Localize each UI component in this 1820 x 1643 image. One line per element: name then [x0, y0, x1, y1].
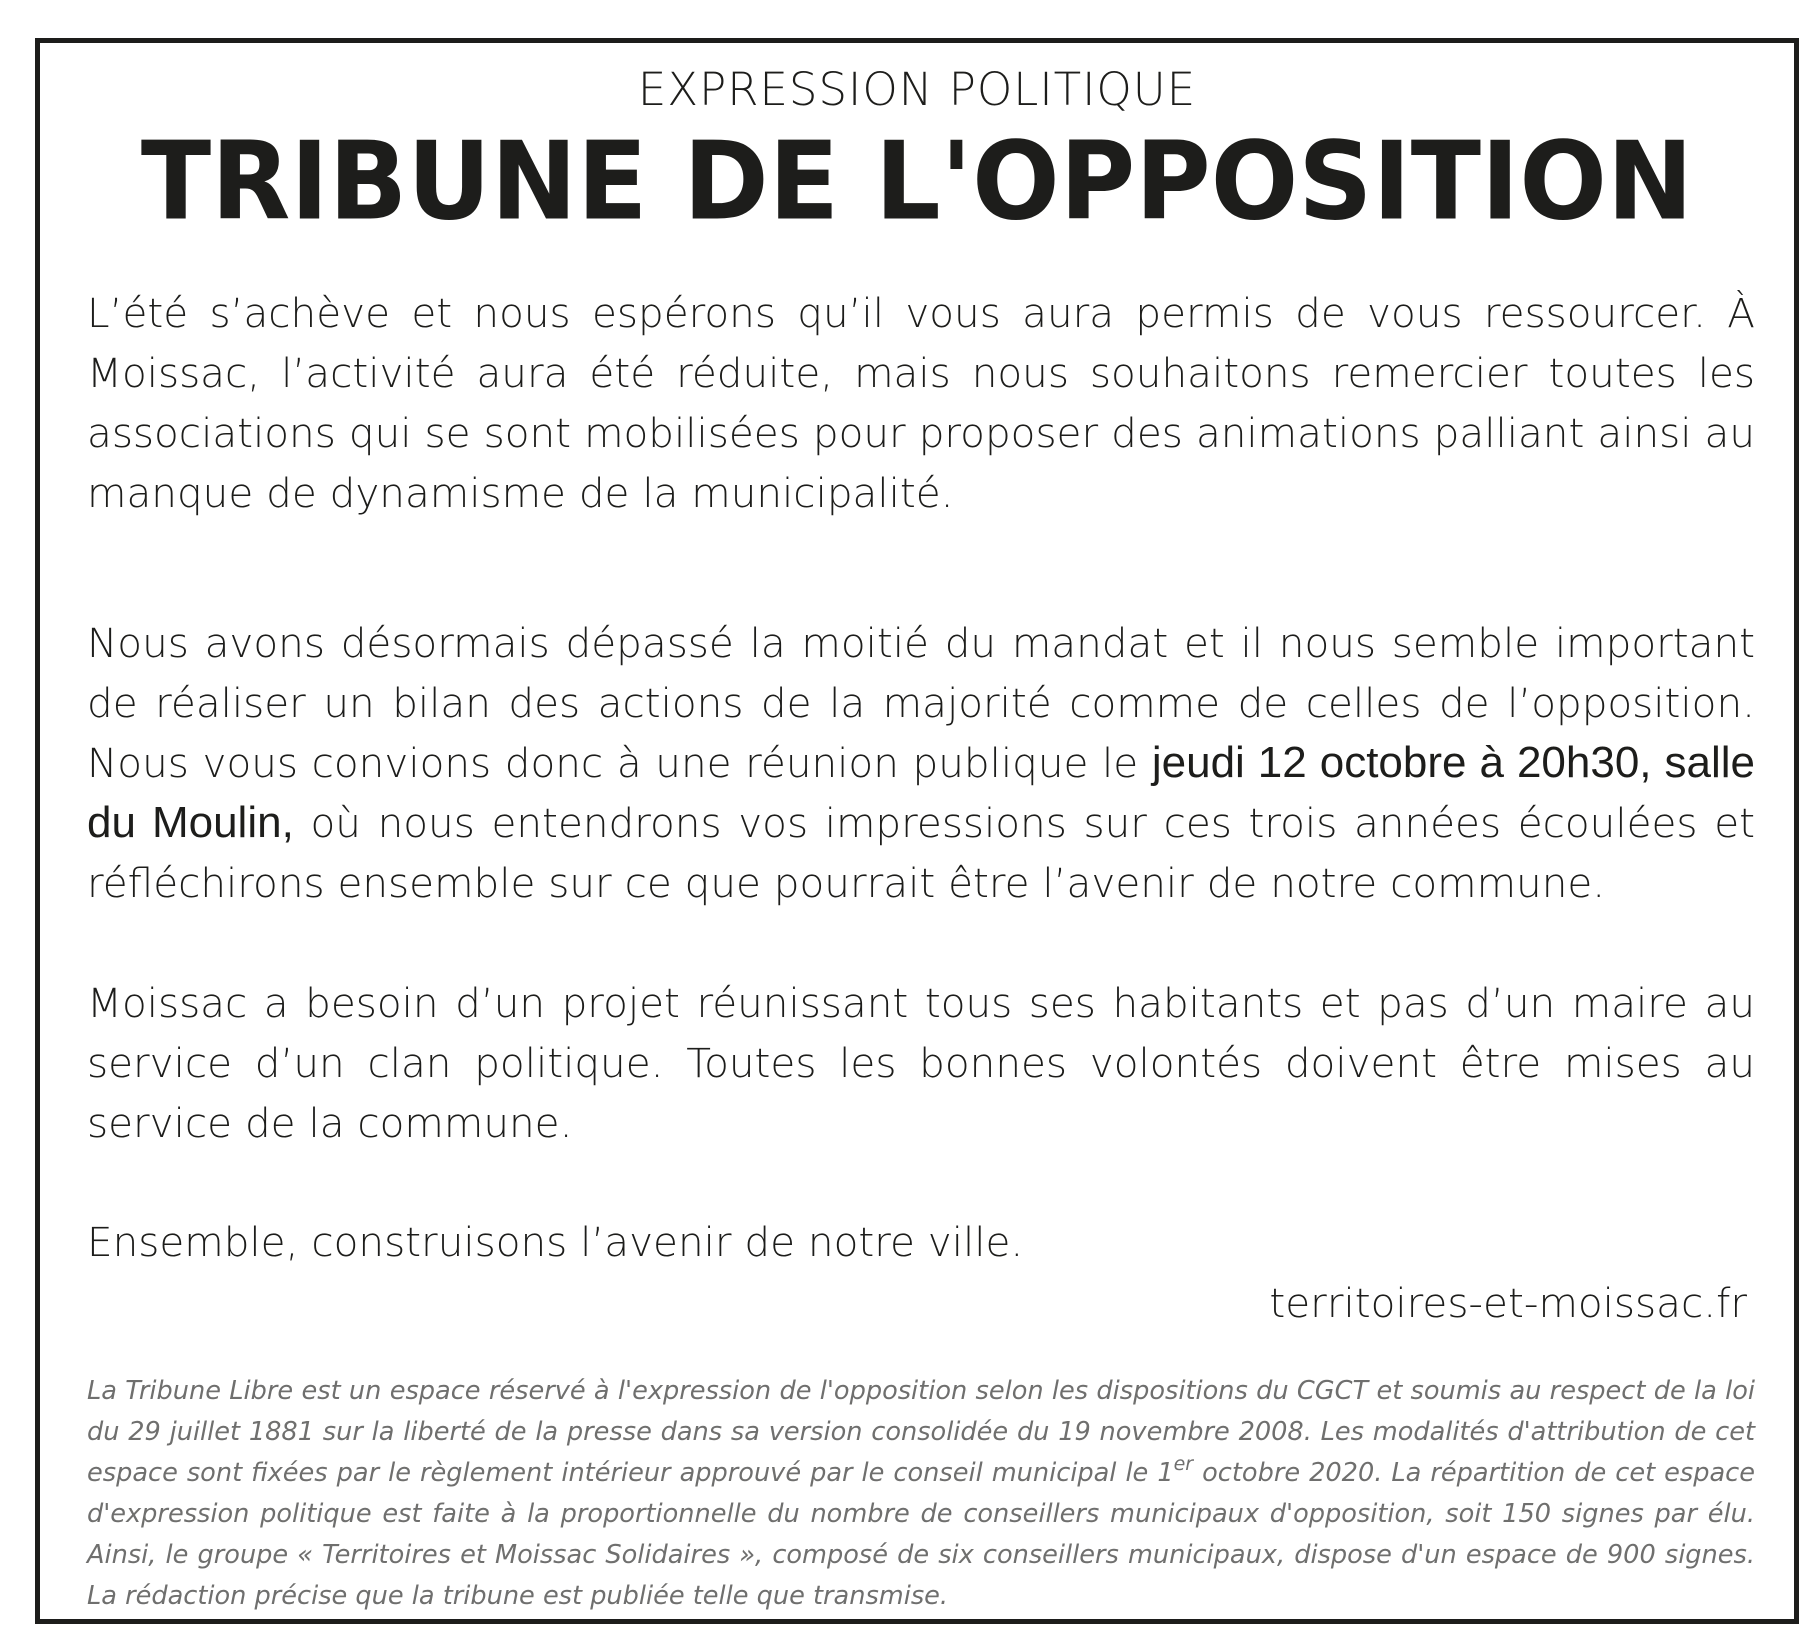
tribune-frame	[35, 38, 1799, 1624]
paragraph-meeting	[87, 613, 1755, 913]
section-kicker: EXPRESSION POLITIQUE	[637, 63, 1197, 116]
paragraph-meeting-text-start: Nous avons désormais dépassé la moitié du mandat et il nous semble important de réaliser un bilan des actions de la majorité comme de celles de l’opposition. Nous vous convions donc à une réunion publique le	[87, 619, 1755, 787]
disclaimer-text-start: La Tribune Libre est un espace réservé à l'expression de l'opposition selon les dispositions du CGCT et soumis au respect de la loi du 29 juillet 1881 sur la liberté de la presse dans sa version consolidée du 19 novembre 2008. Les modalités d'attribution de cet espace sont fixées par le règlement intérieur approuvé par le conseil municipal le 1	[87, 1376, 1755, 1488]
disclaimer-text-end: octobre 2020. La répartition de cet espace d'expression politique est faite à la proportionnelle du nombre de conseillers municipaux d'opposition, soit 150 signes par élu. Ainsi, le groupe « Territoires et Moissac Solidaires », composé de six conseillers municipaux, dispose d'un espace de 900 signes. La rédaction précise que la tribune est publiée telle que transmise.	[87, 1458, 1755, 1611]
disclaimer-superscript: er	[1173, 1453, 1194, 1475]
paragraph-intro: L’été s’achève et nous espérons qu’il vous aura permis de vous ressourcer. À Moissac, l’activité aura été réduite, mais nous souhaitons remercier toutes les associations qui se sont mobilisées pour proposer des animations palliant ainsi au manque de dynamisme de la municipalité.	[87, 289, 1755, 517]
paragraph-meeting-text-end: où nous entendrons vos impressions sur ces trois années écoulées et réfléchirons ensemble sur ce que pourrait être l’avenir de notre commune.	[87, 799, 1755, 907]
paragraph-project: Moissac a besoin d’un projet réunissant tous ses habitants et pas d’un maire au service d’un clan politique. Toutes les bonnes volontés doivent être mises au service de la commune.	[87, 979, 1755, 1147]
page-title: TRIBUNE DE L'OPPOSITION	[140, 118, 1694, 245]
legal-disclaimer	[87, 1371, 1755, 1617]
website-link[interactable]: territoires-et-moissac.fr	[1269, 1279, 1747, 1327]
paragraph-closing: Ensemble, construisons l’avenir de notre ville.	[87, 1218, 1024, 1266]
meeting-date-highlight: jeudi 12 octobre à 20h30, salle du Moulin,	[87, 738, 1756, 847]
